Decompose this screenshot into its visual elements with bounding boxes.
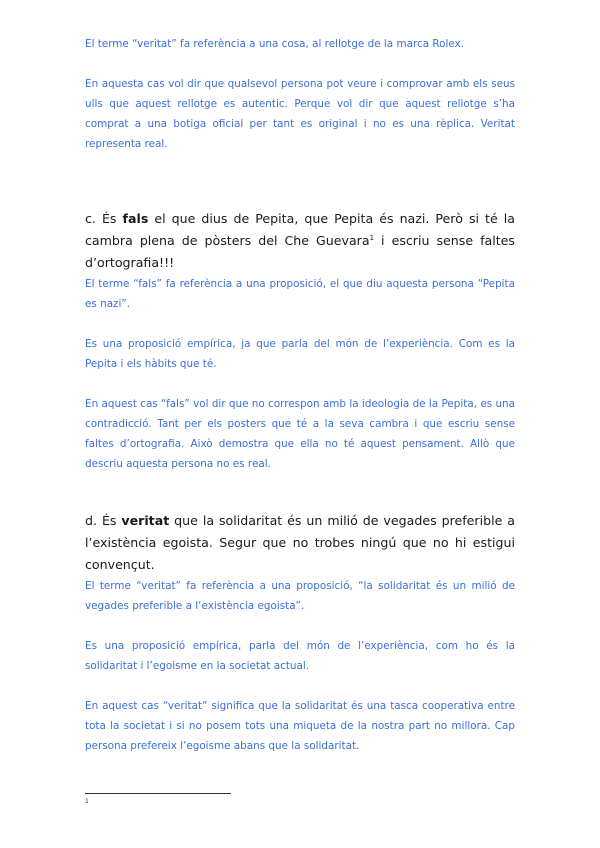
question-d-prefix: d. És xyxy=(85,513,122,528)
question-c-prefix: c. És xyxy=(85,211,123,226)
question-c-suffix: i escriu sense faltes d’ortografia!!! xyxy=(85,233,515,270)
question-c-keyword: fals xyxy=(122,211,149,226)
footnote-divider xyxy=(85,793,231,794)
intro-paragraph-2: En aquesta cas vol dir que qualsevol persona pot veure i comprovar amb els seus ulls que aquest rellotge es autentic. Perque vol dir que aquest rellotge s’ha comprat a una botiga oficial per tant es original i no es una rèplica. Veritat representa real. xyxy=(85,78,515,150)
question-c xyxy=(85,208,515,274)
question-d-keyword: veritat xyxy=(121,513,170,528)
answer-c-paragraph-1: El terme “fals” fa referència a una proposició, el que diu aquesta persona “Pepita es nazi”. xyxy=(85,278,515,310)
footnote-reference[interactable]: 1 xyxy=(369,233,375,242)
answer-c-paragraph-3: En aquest cas “fals” vol dir que no correspon amb la ideologia de la Pepita, es una contradicció. Tant per els posters que té a la seva cambra i que escriu sense faltes d’ortografia. Això demostra que ella no té aquest pensament. Allò que descriu aquesta persona no es real. xyxy=(85,398,515,470)
answer-d-paragraph-3: En aquest cas “veritat” significa que la solidaritat és una tasca cooperativa entre tota la societat i si no posem tots una miqueta de la nostra part no millora. Cap persona prefereix l’egoisme abans que la solidaritat. xyxy=(85,700,515,752)
answer-c-paragraph-2: Es una proposició empírica, ja que parla del món de l’experiència. Com es la Pepita i els hàbits que té. xyxy=(85,338,515,370)
answer-d-paragraph-2: Es una proposició empírica, parla del món de l’experiència, com ho és la solidaritat i l’egoisme en la societat actual. xyxy=(85,640,515,672)
footnote-number: 1 xyxy=(85,798,89,805)
question-d-text: que la solidaritat és un milió de vegades preferible a l’existència egoista. Segur que no trobes ningú que no hi estigui convençut. xyxy=(85,513,515,572)
answer-d-paragraph-1: El terme “veritat” fa referència a una proposició, “la solidaritat és un milió de vegades preferible a l’existència egoista”. xyxy=(85,580,515,612)
page-content xyxy=(85,34,515,756)
intro-paragraph-1: El terme “veritat” fa referència a una cosa, al rellotge de la marca Rolex. xyxy=(85,38,465,50)
question-c-text: el que dius de Pepita, que Pepita és nazi. Però si té la cambra plena de pòsters del Che Guevara xyxy=(85,211,515,248)
question-d xyxy=(85,510,515,576)
